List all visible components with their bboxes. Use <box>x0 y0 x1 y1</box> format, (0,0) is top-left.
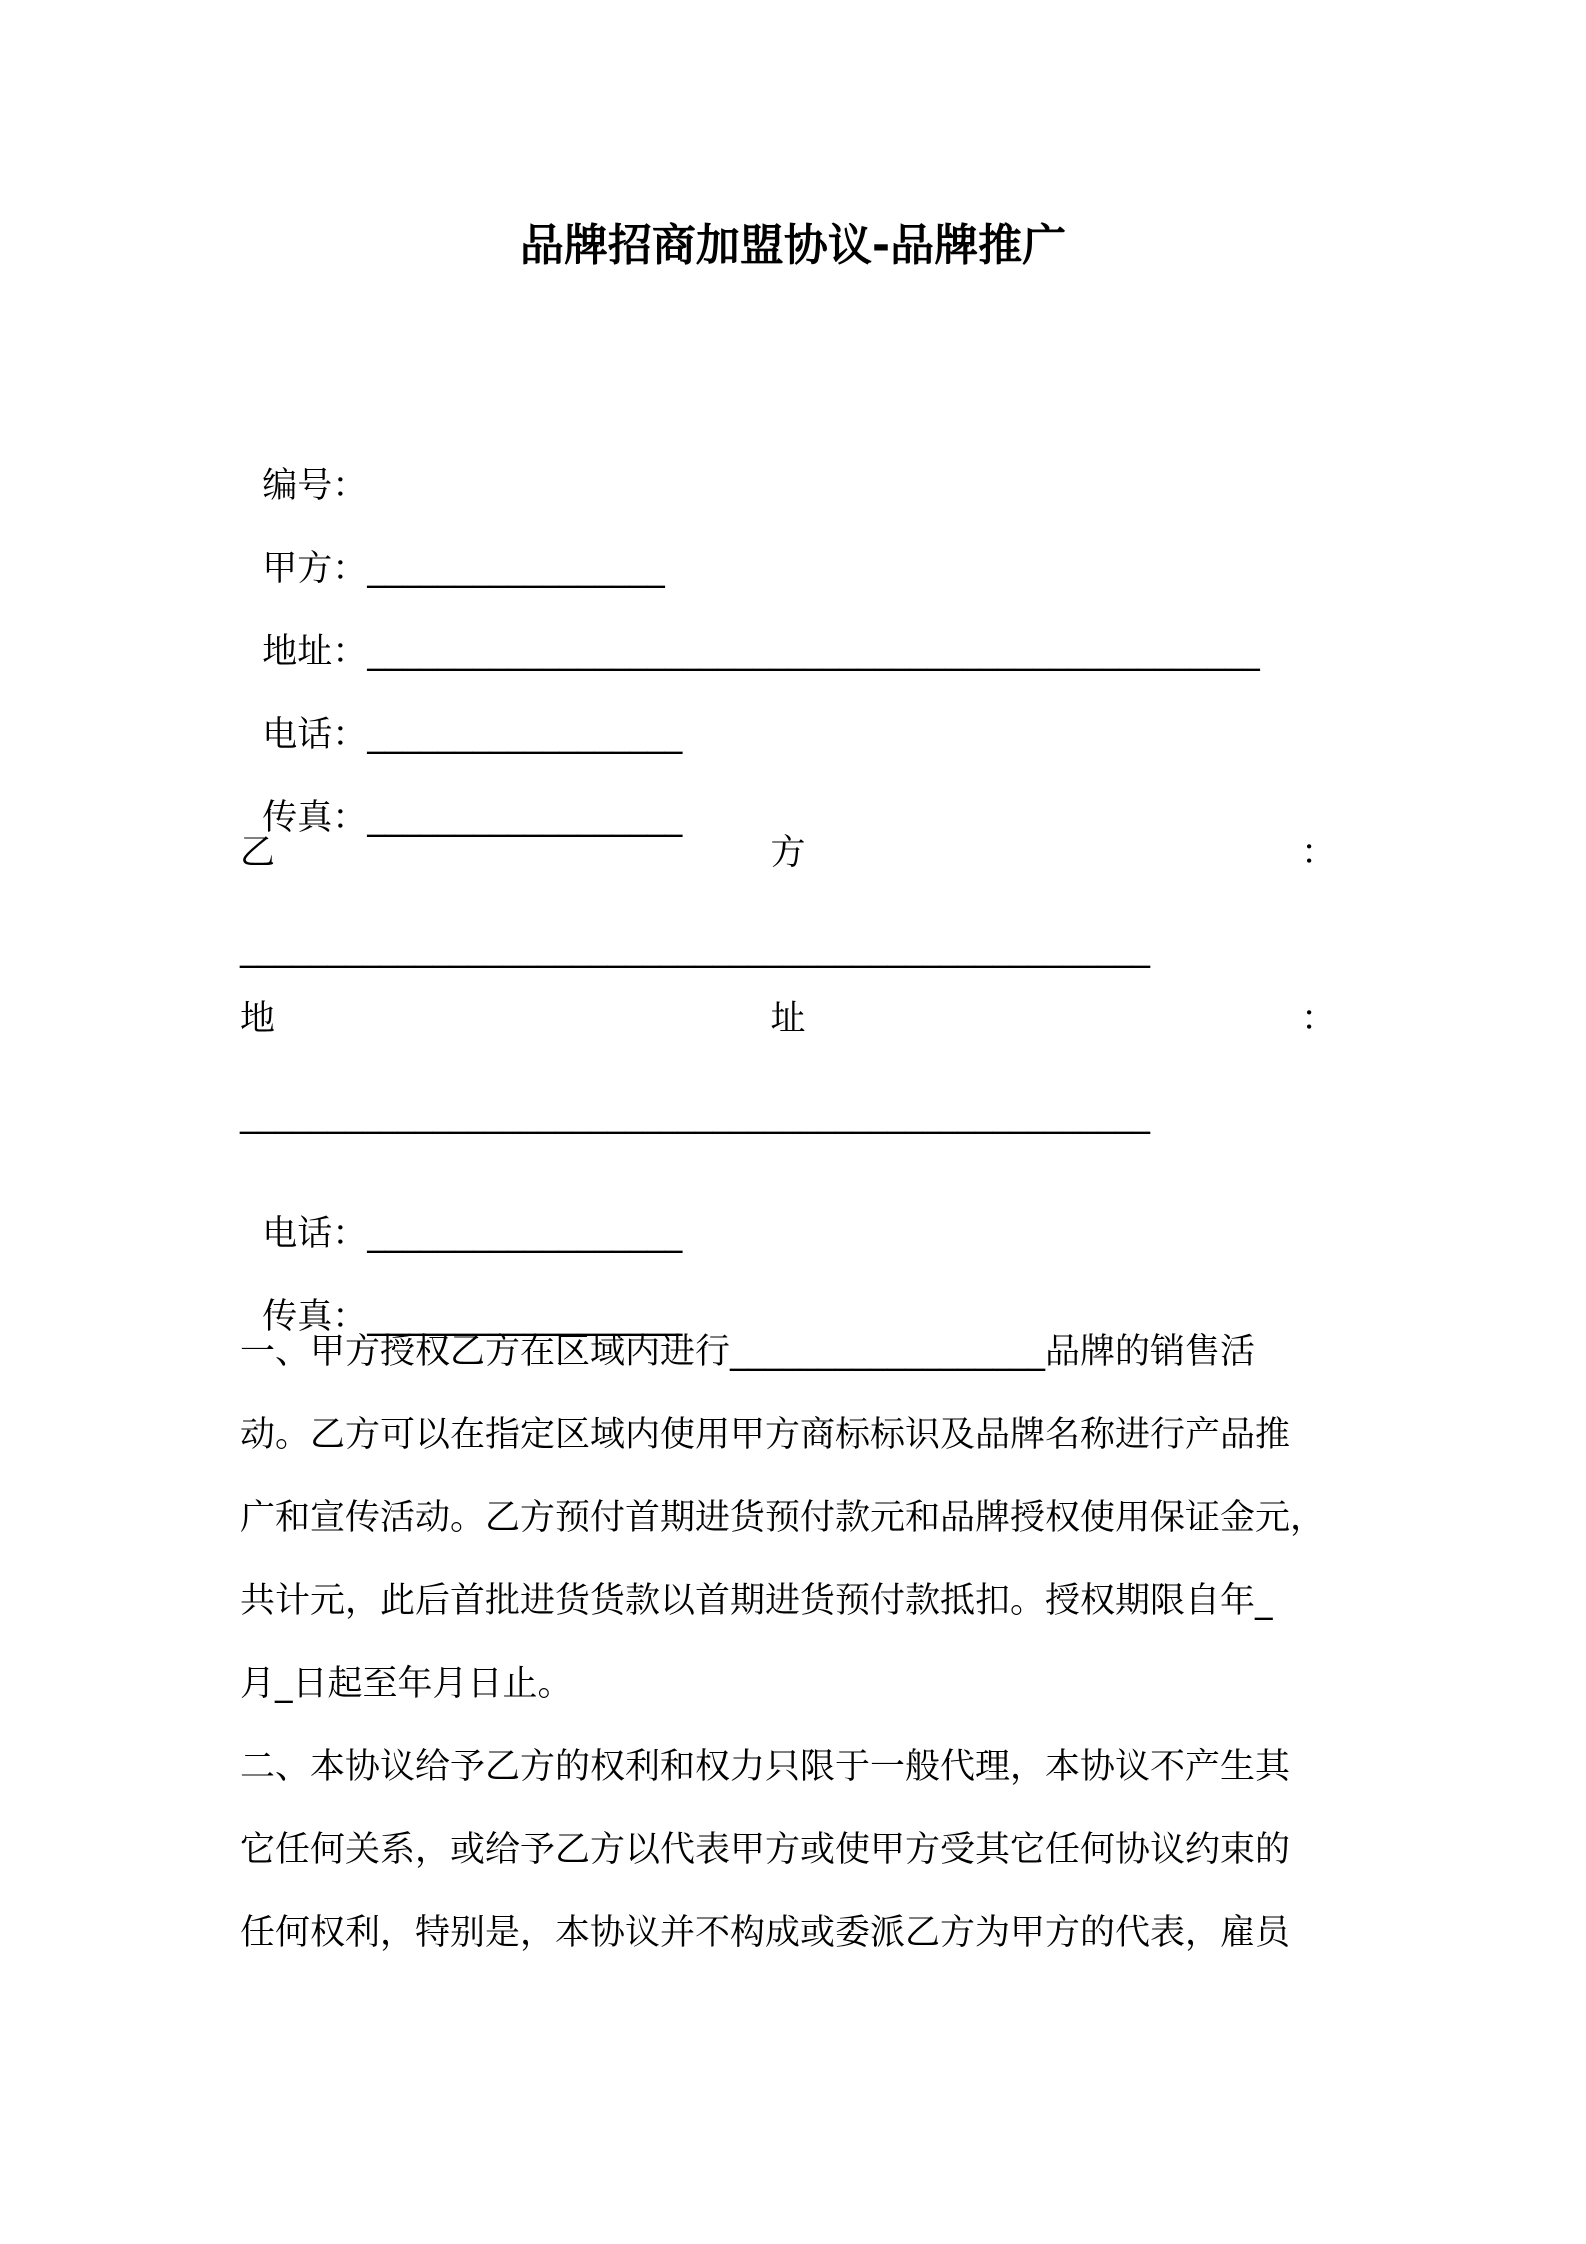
clause-2-line-1: 二、本协议给予乙方的权利和权力只限于一般代理，本协议不产生其 <box>240 1747 1291 1787</box>
field-label: 甲方： <box>262 549 368 589</box>
clause-2-line-2: 它任何关系，或给予乙方以代表甲方或使甲方受其它任何协议约束的 <box>240 1830 1291 1870</box>
party-b-colon: ： <box>1300 833 1336 873</box>
field-blank-line: __________________ <box>367 1214 683 1254</box>
address-b-char-2: 址 <box>770 999 806 1039</box>
field-label: 编号： <box>262 466 368 506</box>
field-party-a-address <box>240 580 1260 676</box>
field-blank-line: __________________ <box>367 798 683 838</box>
field-blank-line: __________________ <box>367 715 683 755</box>
field-party-b-blank-line: ____________________________________________________ <box>240 929 1150 969</box>
document-title: 品牌招商加盟协议-品牌推广 <box>519 220 1067 271</box>
clause-1-line-5: 月_日起至年月日止。 <box>240 1664 573 1704</box>
field-label: 传真： <box>262 798 368 838</box>
field-party-b-fax <box>240 1245 682 1341</box>
field-blank-line: ___________________________________________________ <box>367 632 1260 672</box>
field-blank-line: _________________ <box>367 549 665 589</box>
clause-1-line-2: 动。乙方可以在指定区域内使用甲方商标标识及品牌名称进行产品推 <box>240 1415 1291 1455</box>
address-b-colon: ： <box>1300 999 1336 1039</box>
address-b-char-1: 地 <box>240 999 276 1039</box>
field-party-b-label <box>240 829 1336 877</box>
field-blank-line: __________________ <box>367 1297 683 1337</box>
clause-1-line-1: 一、甲方授权乙方在区域内进行__________________品牌的销售活 <box>240 1332 1256 1372</box>
field-label: 传真： <box>262 1297 368 1337</box>
field-party-a-phone <box>240 663 682 759</box>
field-party-b-phone <box>240 1162 682 1258</box>
party-b-char-1: 乙 <box>240 833 276 873</box>
field-party-a <box>240 497 665 593</box>
clause-1-line-3: 广和宣传活动。乙方预付首期进货预付款元和品牌授权使用保证金元， <box>240 1498 1326 1538</box>
field-party-b-address-blank-line: ____________________________________________________ <box>240 1095 1150 1135</box>
field-label: 电话： <box>262 715 368 755</box>
field-label: 电话： <box>262 1214 368 1254</box>
field-label: 地址： <box>262 632 368 672</box>
field-party-b-address-label <box>240 995 1336 1043</box>
field-party-a-fax <box>240 746 682 842</box>
clause-1-line-4: 共计元，此后首批进货货款以首期进货预付款抵扣。授权期限自年_ <box>240 1581 1273 1621</box>
field-serial-number <box>240 414 367 510</box>
party-b-char-2: 方 <box>770 833 806 873</box>
clause-2-line-3: 任何权利，特别是，本协议并不构成或委派乙方为甲方的代表，雇员 <box>240 1913 1291 1953</box>
